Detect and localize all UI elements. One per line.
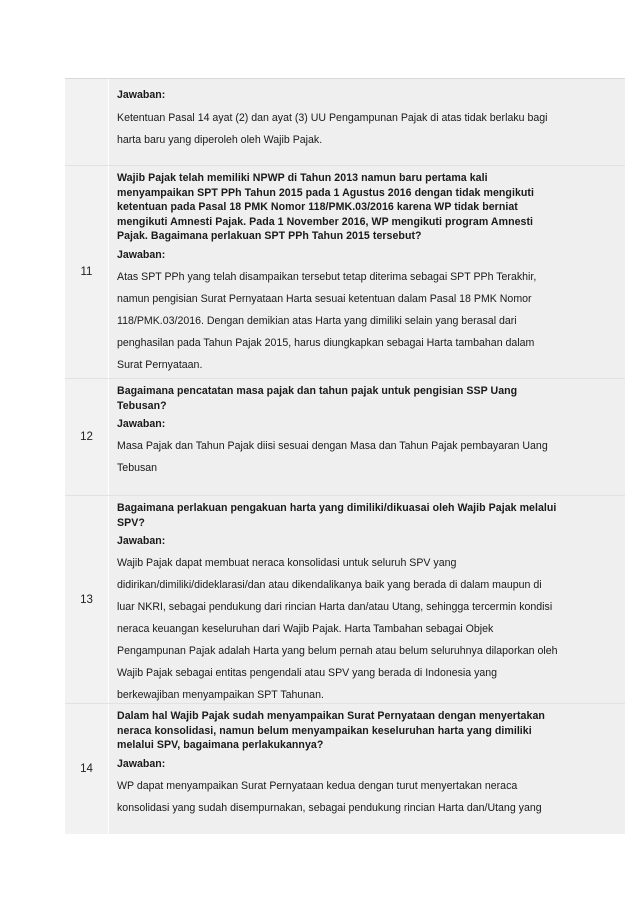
faq-row-12 xyxy=(65,379,625,496)
question-text xyxy=(117,496,617,530)
answer-line: konsolidasi yang sudah disempurnakan, sebagai pendukung rincian Harta dan/Utang yang xyxy=(117,801,542,814)
row-content xyxy=(109,166,625,378)
answer-line: Masa Pajak dan Tahun Pajak diisi sesuai dengan Masa dan Tahun Pajak pembayaran Uang xyxy=(117,440,548,452)
question-text xyxy=(117,166,617,244)
answer-line: neraca keuangan keseluruhan dari Wajib Pajak. Harta Tambahan sebagai Objek xyxy=(117,623,494,635)
question-line: Bagaimana perlakuan pengakuan harta yang dimiliki/dikuasai oleh Wajib Pajak melalui xyxy=(117,502,557,514)
answer-line: luar NKRI, sebagai pendukung dari rincian Harta dan/atau Utang, sehingga tercermin kondisi xyxy=(117,601,553,613)
answer-line: berkewajiban menyampaikan SPT Tahunan. xyxy=(117,689,324,701)
faq-row-continuation xyxy=(65,79,625,166)
row-content xyxy=(109,379,625,495)
answer-line: penghasilan pada Tahun Pajak 2015, harus diungkapkan sebagai Harta tambahan dalam xyxy=(117,336,535,349)
answer-text xyxy=(117,266,617,379)
question-line: Wajib Pajak telah memiliki NPWP di Tahun 2013 namun baru pertama kali xyxy=(117,172,488,184)
answer-line: Wajib Pajak dapat membuat neraca konsolidasi untuk seluruh SPV yang xyxy=(117,557,457,569)
faq-row-11 xyxy=(65,166,625,379)
question-line: ketentuan pada Pasal 18 PMK Nomor 118/PMK.03/2016 karena WP tidak berniat xyxy=(117,201,518,213)
row-number: 11 xyxy=(65,166,109,378)
question-line: Tebusan? xyxy=(117,399,167,412)
question-line: mengikuti Amnesti Pajak. Pada 1 November 2016, WP mengikuti program Amnesti xyxy=(117,215,534,228)
answer-line: namun pengisian Surat Pernyataan Harta sesuai ketentuan dalam Pasal 18 PMK Nomor xyxy=(117,292,532,305)
faq-table xyxy=(65,78,625,834)
row-content xyxy=(109,704,625,834)
answer-text xyxy=(117,107,617,154)
row-number: 12 xyxy=(65,379,109,495)
answer-line: WP dapat menyampaikan Surat Pernyataan kedua dengan turut menyertakan neraca xyxy=(117,779,518,792)
answer-line: Tebusan xyxy=(117,462,158,474)
answer-text xyxy=(117,435,617,482)
answer-label: Jawaban: xyxy=(117,89,166,101)
answer-line: Wajib Pajak sebagai entitas pengendali atau SPV yang berada di Indonesia yang xyxy=(117,667,498,679)
answer-label: Jawaban: xyxy=(117,535,166,547)
faq-row-13 xyxy=(65,496,625,704)
question-line: Dalam hal Wajib Pajak sudah menyampaikan Surat Pernyataan dengan menyertakan xyxy=(117,710,545,722)
answer-line: 118/PMK.03/2016. Dengan demikian atas Harta yang dimiliki selain yang berasal dari xyxy=(117,314,517,327)
row-content xyxy=(109,496,625,703)
question-line: Bagaimana pencatatan masa pajak dan tahun pajak untuk pengisian SSP Uang xyxy=(117,385,518,397)
row-number: 14 xyxy=(65,704,109,834)
question-line: melalui SPV, bagaimana perlakukannya? xyxy=(117,739,324,751)
answer-label: Jawaban: xyxy=(117,757,166,770)
row-number: 13 xyxy=(65,496,109,703)
answer-text xyxy=(117,552,617,709)
answer-label: Jawaban: xyxy=(117,418,166,430)
question-text xyxy=(117,704,617,753)
question-line: menyampaikan SPT PPh Tahun 2015 pada 1 Agustus 2016 dengan tidak mengikuti xyxy=(117,186,534,199)
question-line: SPV? xyxy=(117,516,145,529)
answer-line: Atas SPT PPh yang telah disampaikan tersebut tetap diterima sebagai SPT PPh Terakhir, xyxy=(117,270,537,283)
answer-line: Surat Pernyataan. xyxy=(117,358,203,371)
answer-line: didirikan/dimiliki/dideklarasi/dan atau dikendalikanya baik yang berada di dalam maupun di xyxy=(117,579,542,591)
answer-text xyxy=(117,775,617,822)
question-line: neraca konsolidasi, namun belum menyampaikan keseluruhan harta yang dimiliki xyxy=(117,724,532,737)
row-number xyxy=(65,79,109,165)
answer-line: harta baru yang diperoleh oleh Wajib Pajak. xyxy=(117,134,323,146)
faq-row-14 xyxy=(65,704,625,834)
answer-label: Jawaban: xyxy=(117,248,166,261)
question-line: Pajak. Bagaimana perlakuan SPT PPh Tahun 2015 tersebut? xyxy=(117,230,422,242)
answer-line: Pengampunan Pajak adalah Harta yang belum pernah atau belum seluruhnya dilaporkan oleh xyxy=(117,645,558,657)
question-text xyxy=(117,379,617,413)
answer-line: Ketentuan Pasal 14 ayat (2) dan ayat (3) UU Pengampunan Pajak di atas tidak berlaku bagi xyxy=(117,112,548,124)
row-content xyxy=(109,79,625,165)
